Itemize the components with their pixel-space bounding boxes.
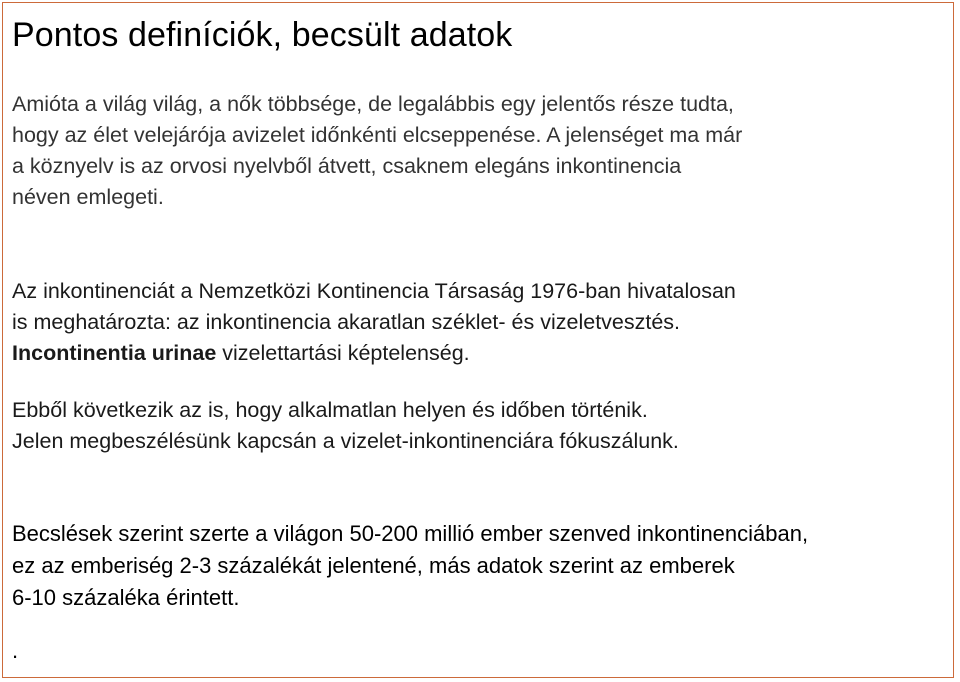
paragraph-definition-term-line [12,338,736,369]
page-title: Pontos definíciók, becsült adatok [12,16,513,54]
paragraph-estimates-line: ez az emberiség 2-3 százalékát jelentené, más adatok szerint az emberek [12,553,735,578]
paragraph-definition [12,276,736,369]
paragraph-focus-line: Ebből következik az is, hogy alkalmatlan helyen és időben történik. [12,398,648,422]
bold-term-description: vizelettartási képtelenség. [216,341,470,365]
paragraph-estimates [12,518,808,614]
trailing-dot: . [12,638,19,663]
paragraph-focus-line: Jelen megbeszélésünk kapcsán a vizelet-inkontinenciára fókuszálunk. [12,429,679,453]
paragraph-intro-line: a köznyelv is az orvosi nyelvből átvett, csaknem elegáns inkontinencia [12,154,682,178]
paragraph-definition-line: is meghatározta: az inkontinencia akaratlan széklet- és vizeletvesztés. [12,310,681,334]
paragraph-focus [12,395,679,457]
paragraph-estimates-line: 6-10 százaléka érintett. [12,585,240,610]
paragraph-definition-line: Az inkontinenciát a Nemzetközi Kontinencia Társaság 1976-ban hivatalosan [12,279,736,303]
paragraph-estimates-line: Becslések szerint szerte a világon 50-200 millió ember szenved inkontinenciában, [12,521,809,546]
paragraph-intro-line: Amióta a világ világ, a nők többsége, de legalábbis egy jelentős része tudta, [12,92,734,116]
paragraph-intro-line: néven emlegeti. [12,185,164,209]
paragraph-intro-line: hogy az élet velejárója avizelet időnkénti elcseppenése. A jelenséget ma már [12,123,743,147]
bold-term: Incontinentia urinae [12,341,217,365]
paragraph-intro [12,89,742,213]
